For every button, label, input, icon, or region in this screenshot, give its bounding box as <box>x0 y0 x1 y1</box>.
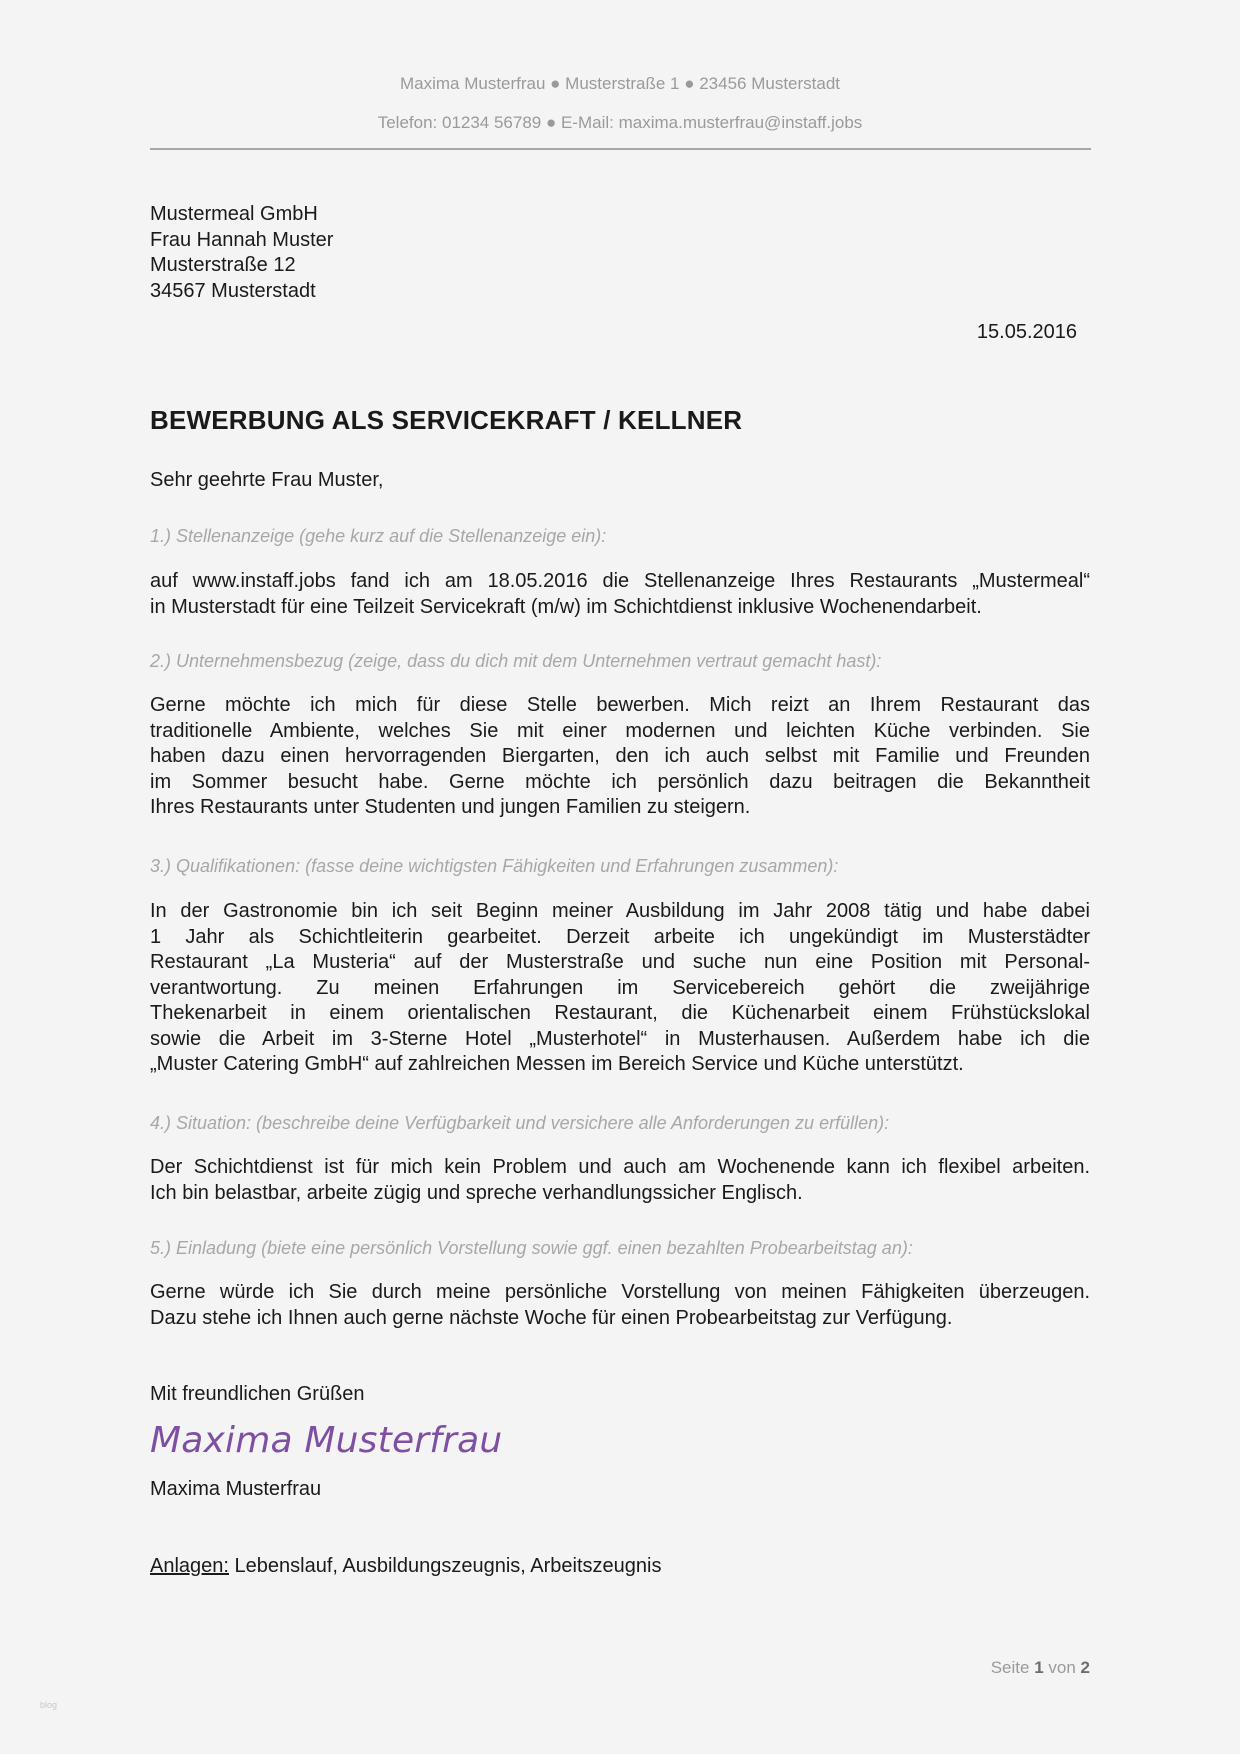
enclosures-list: Lebenslauf, Ausbildungszeugnis, Arbeitszeugnis <box>228 1555 662 1577</box>
section-hint-1: 1.) Stellenanzeige (gehe kurz auf die Stellenanzeige ein): <box>150 526 607 546</box>
paragraph-line: Gerne würde ich Sie durch meine persönliche Vorstellung von meinen Fähigkeiten überzeugen. <box>150 1281 1090 1303</box>
section-hint-4: 4.) Situation: (beschreibe deine Verfügbarkeit und versichere alle Anforderungen zu erfüllen): <box>150 1113 890 1133</box>
section-paragraph-4 <box>150 1155 1090 1206</box>
page-prefix: Seite <box>990 1658 1035 1677</box>
enclosures <box>150 1555 662 1578</box>
paragraph-line: verantwortung. Zu meinen Erfahrungen im Servicebereich gehört die zweijährige <box>150 976 1090 999</box>
page-current: 1 <box>1034 1658 1044 1677</box>
paragraph-line: Gerne möchte ich mich für diese Stelle bewerben. Mich reizt an Ihrem Restaurant das <box>150 694 1090 716</box>
paragraph-line: auf www.instaff.jobs fand ich am 18.05.2016 die Stellenanzeige Ihres Restaurants „Mustermeal“ <box>150 570 1090 592</box>
sender-line-2: Telefon: 01234 56789 ● E-Mail: maxima.musterfrau@instaff.jobs <box>377 113 863 132</box>
section-hint-2: 2.) Unternehmensbezug (zeige, dass du dich mit dem Unternehmen vertraut gemacht hast): <box>150 651 882 671</box>
letter-date: 15.05.2016 <box>976 321 1077 343</box>
paragraph-line: Dazu stehe ich Ihnen auch gerne nächste Woche für einen Probearbeitstag zur Verfügung. <box>150 1306 953 1329</box>
page-number <box>991 1658 1090 1678</box>
enclosures-label: Anlagen: <box>150 1555 229 1577</box>
watermark: blog <box>40 1700 58 1710</box>
recipient-street: Musterstraße 12 <box>150 254 296 276</box>
section-paragraph-5 <box>150 1280 1090 1331</box>
recipient-company: Mustermeal GmbH <box>150 203 318 225</box>
sender-line-1: Maxima Musterfrau ● Musterstraße 1 ● 23456 Musterstadt <box>399 74 841 93</box>
paragraph-line: Ihres Restaurants unter Studenten und jungen Familien zu steigern. <box>150 796 751 818</box>
page-middle: von <box>1043 1658 1081 1677</box>
section-hint-5: 5.) Einladung (biete eine persönlich Vorstellung sowie ggf. einen bezahlten Probearbeitstag an): <box>150 1238 913 1258</box>
header-divider <box>150 148 1091 150</box>
signed-name: Maxima Musterfrau <box>150 1478 322 1500</box>
paragraph-line: im Sommer besucht habe. Gerne möchte ich persönlich dazu beitragen die Bekanntheit <box>150 770 1090 793</box>
section-paragraph-3 <box>150 899 1090 1078</box>
paragraph-line: Restaurant „La Musteria“ auf der Musterstraße und suche nun eine Position mit Personal- <box>150 951 1090 973</box>
paragraph-line: in Musterstadt für eine Teilzeit Servicekraft (m/w) im Schichtdienst inklusive Wochenendarbeit. <box>150 595 982 618</box>
recipient-address <box>150 202 333 304</box>
paragraph-line: 1 Jahr als Schichtleiterin gearbeitet. Derzeit arbeite ich ungekündigt im Musterstädter <box>150 925 1090 948</box>
salutation: Sehr geehrte Frau Muster, <box>150 469 384 491</box>
recipient-city: 34567 Musterstadt <box>150 279 316 302</box>
paragraph-line: sowie die Arbeit im 3-Sterne Hotel „Musterhotel“ in Musterhausen. Außerdem habe ich die <box>150 1027 1090 1050</box>
page-total: 2 <box>1080 1658 1090 1677</box>
recipient-person: Frau Hannah Muster <box>150 228 334 251</box>
section-paragraph-2 <box>150 693 1090 821</box>
paragraph-line: traditionelle Ambiente, welches Sie mit einer modernen und leichten Küche verbinden. Sie <box>150 719 1090 742</box>
paragraph-line: In der Gastronomie bin ich seit Beginn meiner Ausbildung im Jahr 2008 tätig und habe dabei <box>150 900 1090 922</box>
letter-title: BEWERBUNG ALS SERVICEKRAFT / KELLNER <box>150 405 743 435</box>
closing-phrase: Mit freundlichen Grüßen <box>150 1383 365 1405</box>
paragraph-line: haben dazu einen hervorragenden Biergarten, den ich auch selbst mit Familie und Freunden <box>150 745 1090 767</box>
paragraph-line: Ich bin belastbar, arbeite zügig und spreche verhandlungssicher Englisch. <box>150 1181 803 1204</box>
handwritten-signature: Maxima Musterfrau <box>150 1420 503 1461</box>
paragraph-line: „Muster Catering GmbH“ auf zahlreichen Messen im Bereich Service und Küche unterstützt. <box>150 1053 964 1075</box>
paragraph-line: Thekenarbeit in einem orientalischen Restaurant, die Küchenarbeit einem Frühstückslokal <box>150 1002 1090 1024</box>
paragraph-line: Der Schichtdienst ist für mich kein Problem und auch am Wochenende kann ich flexibel arbeiten. <box>150 1156 1090 1178</box>
section-hint-3: 3.) Qualifikationen: (fasse deine wichtigsten Fähigkeiten und Erfahrungen zusammen): <box>150 856 839 876</box>
section-paragraph-1 <box>150 569 1090 620</box>
